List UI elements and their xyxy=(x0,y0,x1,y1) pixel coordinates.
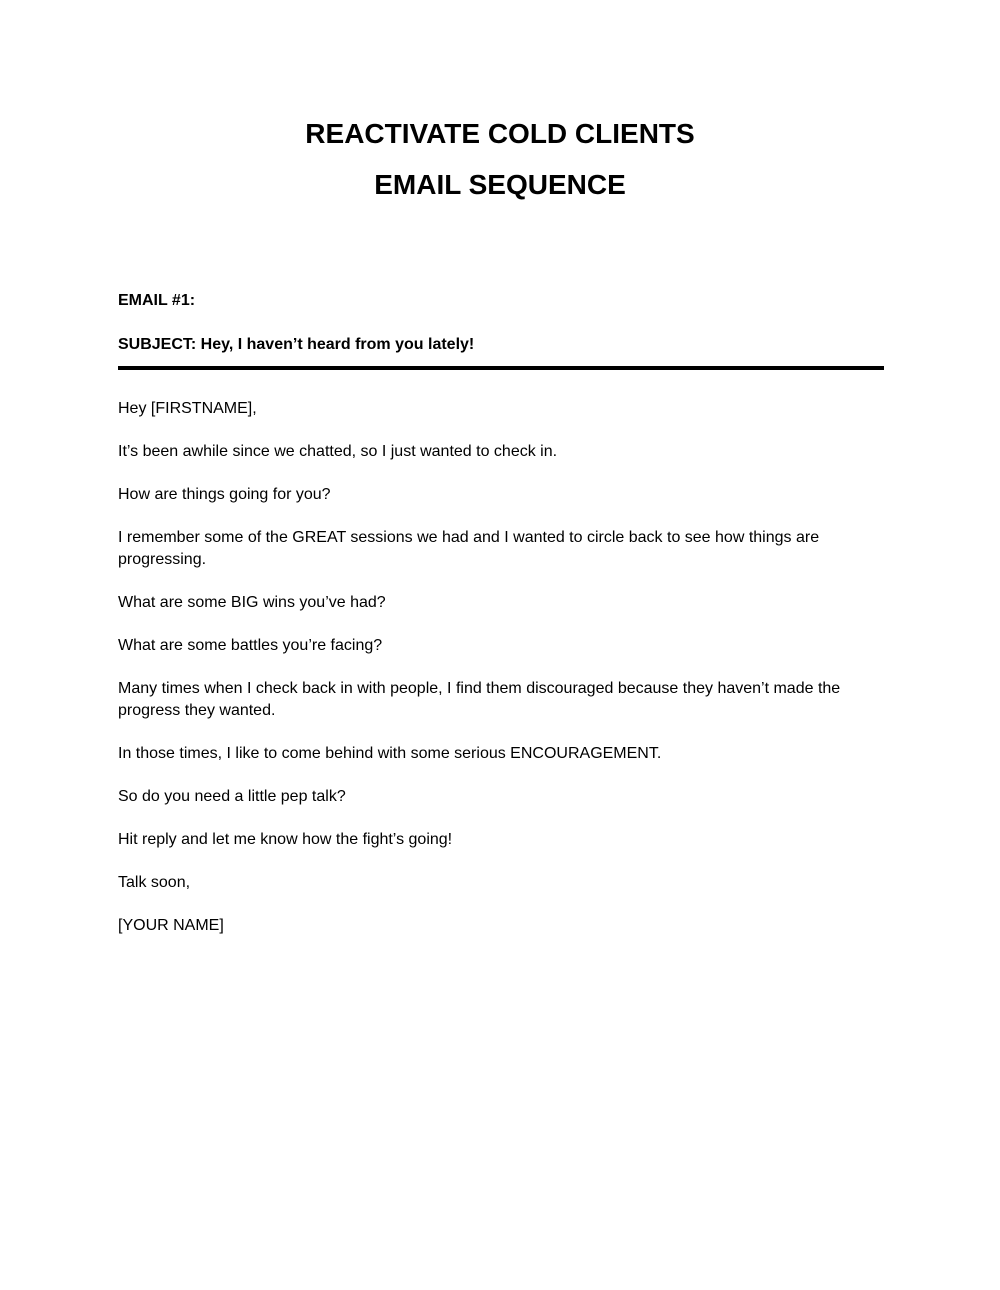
paragraph: I remember some of the GREAT sessions we had and I wanted to circle back to see how things are progressing. xyxy=(118,529,820,568)
paragraph: What are some battles you’re facing? xyxy=(118,637,383,654)
sign-off: Talk soon, xyxy=(118,874,191,891)
title-line-2: EMAIL SEQUENCE xyxy=(374,169,626,200)
paragraph: Hit reply and let me know how the fight’s going! xyxy=(118,831,453,848)
title-line-1: REACTIVATE COLD CLIENTS xyxy=(305,118,695,149)
paragraph: What are some BIG wins you’ve had? xyxy=(118,594,386,611)
document-title xyxy=(0,108,1000,210)
paragraph: So do you need a little pep talk? xyxy=(118,788,346,805)
email-body xyxy=(118,398,888,958)
email-subject: SUBJECT: Hey, I haven’t heard from you lately! xyxy=(118,336,475,353)
divider xyxy=(118,366,884,370)
email-label: EMAIL #1: xyxy=(118,292,196,309)
paragraph: It’s been awhile since we chatted, so I just wanted to check in. xyxy=(118,443,558,460)
paragraph: Hey [FIRSTNAME], xyxy=(118,400,257,417)
paragraph: Many times when I check back in with people, I find them discouraged because they haven’t made the progress they wanted. xyxy=(118,680,841,719)
paragraph: How are things going for you? xyxy=(118,486,331,503)
paragraph: In those times, I like to come behind with some serious ENCOURAGEMENT. xyxy=(118,745,662,762)
signature: [YOUR NAME] xyxy=(118,917,224,934)
